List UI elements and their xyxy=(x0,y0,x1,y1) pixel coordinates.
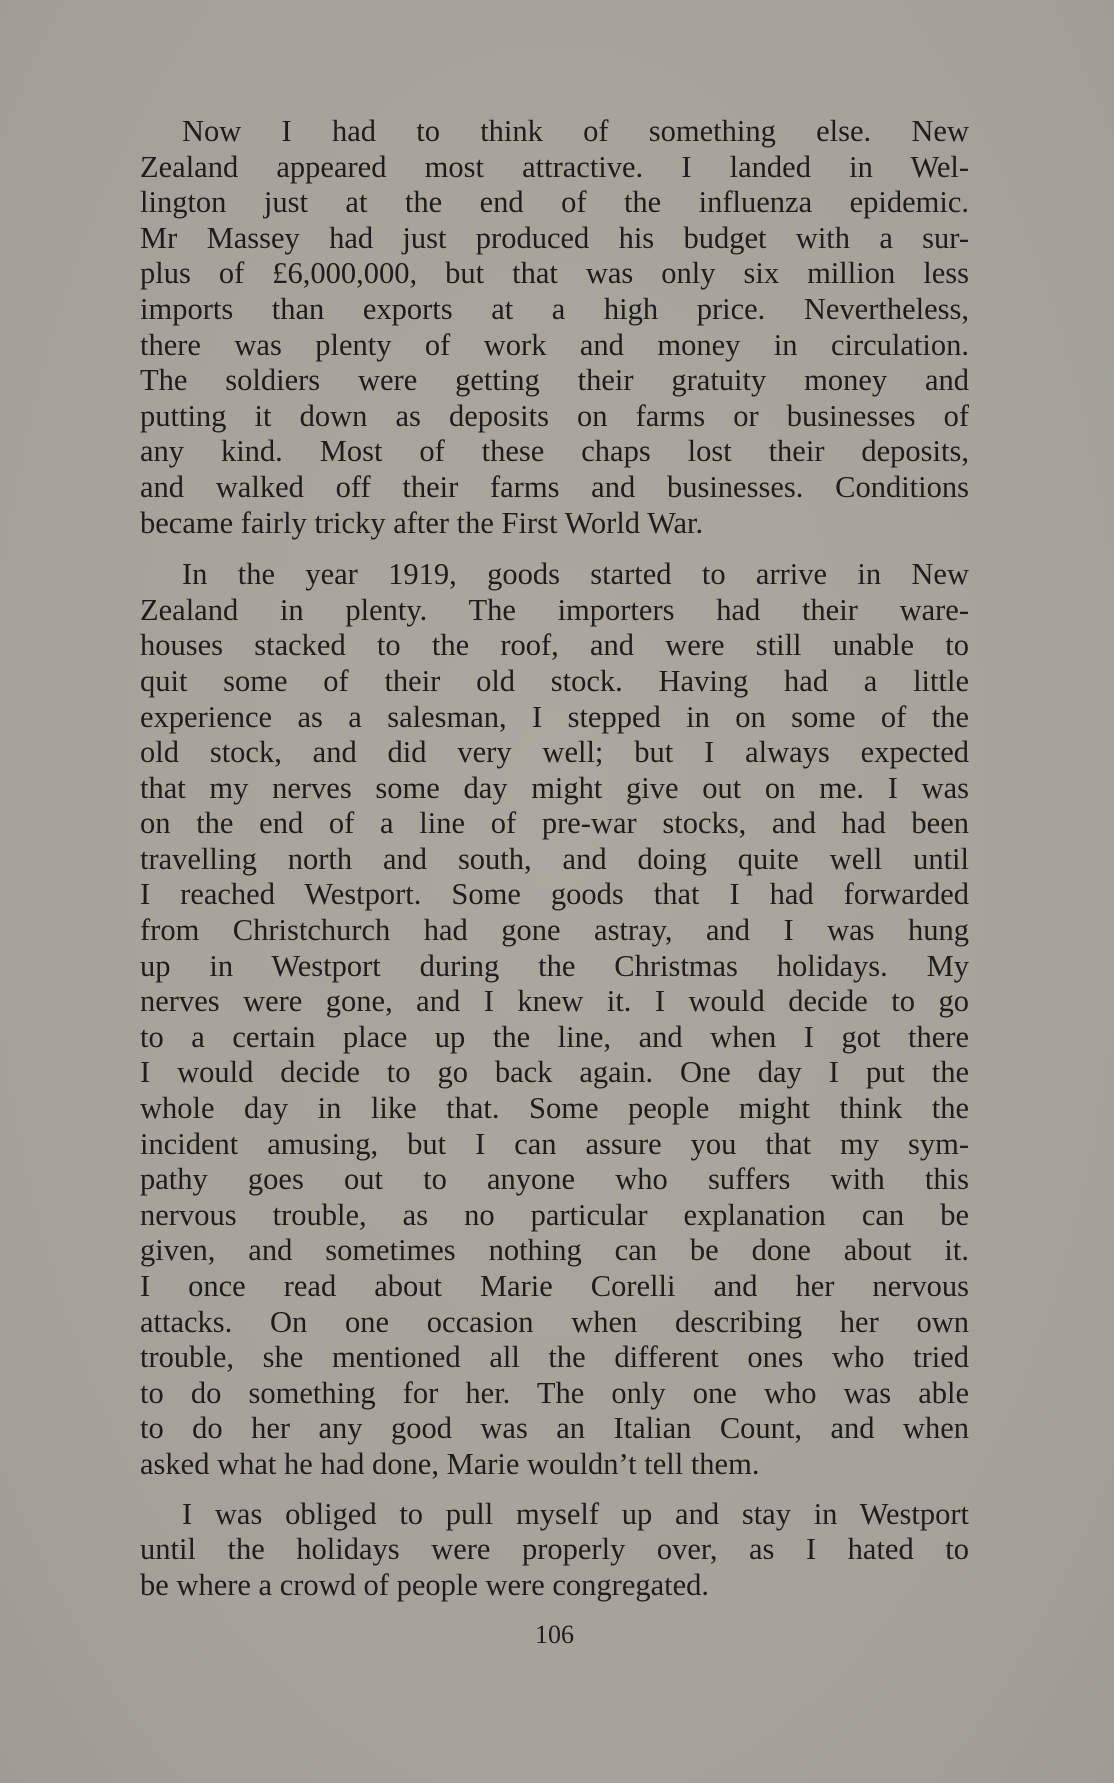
text-line: Zealand appeared most attractive. I landed in Wel- xyxy=(140,149,969,184)
text-line: Now I had to think of something else. New xyxy=(182,114,969,148)
paragraph xyxy=(140,1497,969,1604)
text-line: I reached Westport. Some goods that I had forwarded xyxy=(140,877,969,912)
text-line: trouble, she mentioned all the different ones who tried xyxy=(140,1340,969,1375)
text-line: The soldiers were getting their gratuity money and xyxy=(140,363,969,398)
text-line: and walked off their farms and businesses. Conditions xyxy=(140,469,969,504)
text-line: asked what he had done, Marie wouldn’t tell them. xyxy=(140,1446,760,1481)
text-line: pathy goes out to anyone who suffers with this xyxy=(140,1162,969,1197)
text-line: plus of £6,000,000, but that was only six million less xyxy=(140,256,969,291)
text-line: attacks. On one occasion when describing her own xyxy=(140,1304,969,1339)
text-line: that my nerves some day might give out on me. I was xyxy=(140,770,969,805)
text-line: Zealand in plenty. The importers had their ware- xyxy=(140,592,969,627)
text-line: given, and sometimes nothing can be done about it. xyxy=(140,1233,969,1268)
text-line: on the end of a line of pre-war stocks, and had been xyxy=(140,806,969,841)
text-line: old stock, and did very well; but I always expected xyxy=(140,735,969,770)
paragraph xyxy=(140,114,969,541)
text-line: to a certain place up the line, and when I got there xyxy=(140,1019,969,1054)
text-line: any kind. Most of these chaps lost their deposits, xyxy=(140,434,969,469)
text-line: up in Westport during the Christmas holidays. My xyxy=(140,948,969,983)
text-line: imports than exports at a high price. Nevertheless, xyxy=(140,291,969,326)
text-line: lington just at the end of the influenza epidemic. xyxy=(140,185,969,220)
text-line: nerves were gone, and I knew it. I would decide to go xyxy=(140,984,969,1019)
text-line: I would decide to go back again. One day I put the xyxy=(140,1055,969,1090)
text-block xyxy=(140,114,969,1651)
text-line: putting it down as deposits on farms or businesses of xyxy=(140,398,969,433)
text-line: be where a crowd of people were congregated. xyxy=(140,1567,710,1602)
text-line: to do something for her. The only one who was able xyxy=(140,1375,969,1410)
text-line: became fairly tricky after the First World War. xyxy=(140,505,704,540)
text-line: nervous trouble, as no particular explanation can be xyxy=(140,1197,969,1232)
page-number: 106 xyxy=(535,1620,574,1650)
text-line: houses stacked to the roof, and were still unable to xyxy=(140,628,969,663)
text-line: I was obliged to pull myself up and stay in Westport xyxy=(182,1496,969,1531)
text-line: Mr Massey had just produced his budget with a sur- xyxy=(140,220,969,255)
text-line: In the year 1919, goods started to arrive in New xyxy=(182,557,969,592)
text-line: there was plenty of work and money in circulation. xyxy=(140,327,969,362)
text-line: I once read about Marie Corelli and her nervous xyxy=(140,1269,969,1303)
text-line: incident amusing, but I can assure you that my sym- xyxy=(140,1126,969,1161)
text-line: whole day in like that. Some people might think the xyxy=(140,1091,969,1126)
text-line: until the holidays were properly over, as I hated to xyxy=(140,1532,969,1567)
text-line: experience as a salesman, I stepped in on some of the xyxy=(140,699,969,734)
text-line: to do her any good was an Italian Count, and when xyxy=(140,1411,969,1446)
paragraph xyxy=(140,557,969,1482)
text-line: quit some of their old stock. Having had a little xyxy=(140,663,969,698)
text-line: from Christchurch had gone astray, and I was hung xyxy=(140,913,969,948)
text-line: travelling north and south, and doing quite well until xyxy=(140,841,969,876)
